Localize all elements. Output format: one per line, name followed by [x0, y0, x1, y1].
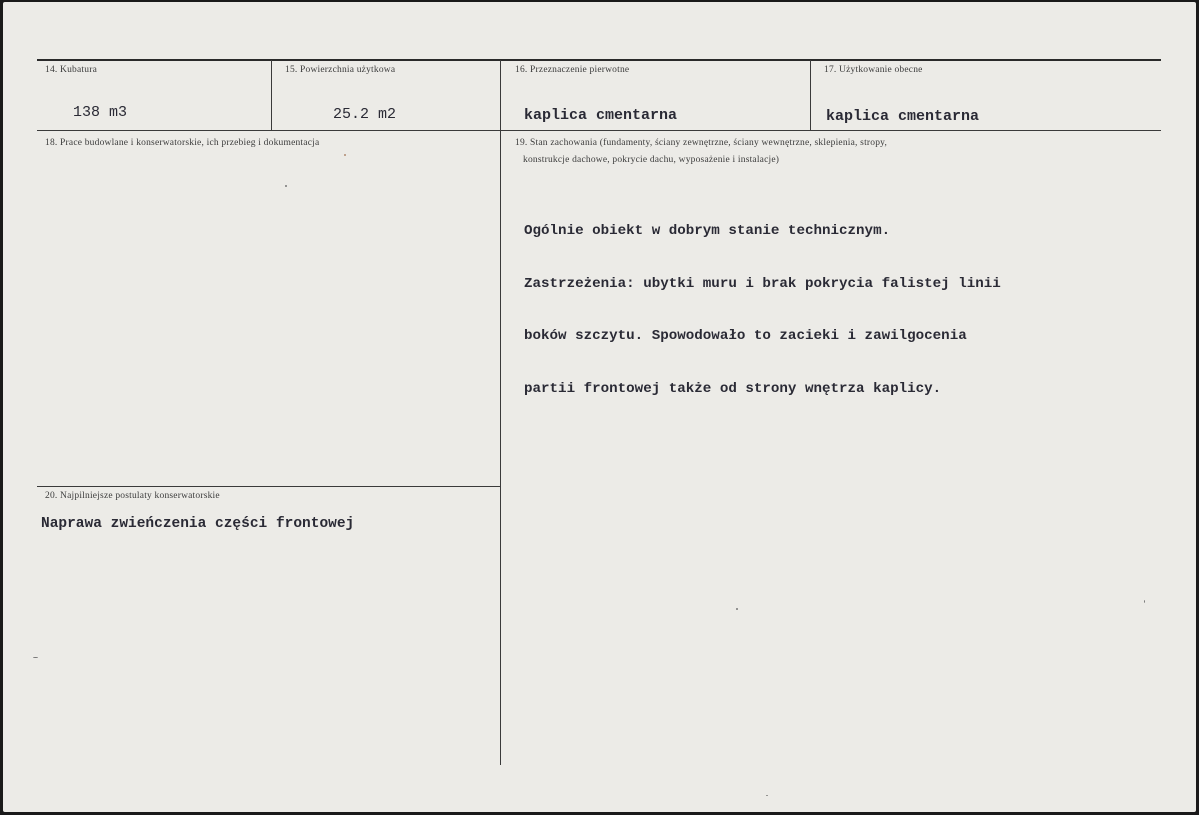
field-15-value: 25.2 m2 — [333, 106, 397, 123]
field-20-value: Naprawa zwieńczenia części frontowej — [41, 516, 355, 532]
field-19-text-line: Zastrzeżenia: ubytki muru i brak pokrycia falistej linii — [524, 275, 1001, 292]
divider-15-16 — [500, 60, 501, 765]
field-16-label: 16. Przeznaczenie pierwotne — [515, 65, 630, 75]
field-17-value: kaplica cmentarna — [826, 108, 980, 125]
row-separator — [37, 130, 1161, 131]
paper-speck — [33, 657, 38, 658]
field-14-value: 138 m3 — [73, 104, 128, 121]
field-19-text-line: boków szczytu. Spowodowało to zacieki i zawilgocenia — [524, 328, 967, 344]
paper-speck — [736, 608, 738, 610]
field-20-label: 20. Najpilniejsze postulaty konserwatorskie — [45, 491, 220, 501]
divider-14-15 — [271, 60, 272, 131]
paper-speck — [1144, 600, 1145, 603]
field-19-text-line: Ogólnie obiekt w dobrym stanie technicznym. — [524, 223, 891, 239]
field-14-label: 14. Kubatura — [45, 65, 97, 75]
paper-speck — [344, 154, 346, 156]
field-15-label: 15. Powierzchnia użytkowa — [285, 65, 396, 75]
field-19-label-line1: 19. Stan zachowania (fundamenty, ściany zewnętrzne, ściany wewnętrzne, sklepienia, stropy, — [515, 138, 888, 148]
field-19-label-line2: konstrukcje dachowe, pokrycie dachu, wyposażenie i instalacje) — [523, 155, 780, 165]
field-16-value: kaplica cmentarna — [524, 107, 678, 124]
field-17-label: 17. Użytkowanie obecne — [824, 65, 923, 75]
field-19-text — [524, 188, 1001, 433]
field-20-separator — [37, 486, 500, 487]
field-18-label: 18. Prace budowlane i konserwatorskie, ich przebieg i dokumentacja — [45, 138, 320, 148]
top-rule — [37, 59, 1161, 61]
record-card — [3, 2, 1196, 812]
paper-speck — [285, 185, 287, 187]
divider-16-17 — [810, 60, 811, 131]
field-19-text-line: partii frontowej także od strony wnętrza kaplicy. — [524, 380, 942, 397]
paper-speck — [766, 795, 768, 796]
